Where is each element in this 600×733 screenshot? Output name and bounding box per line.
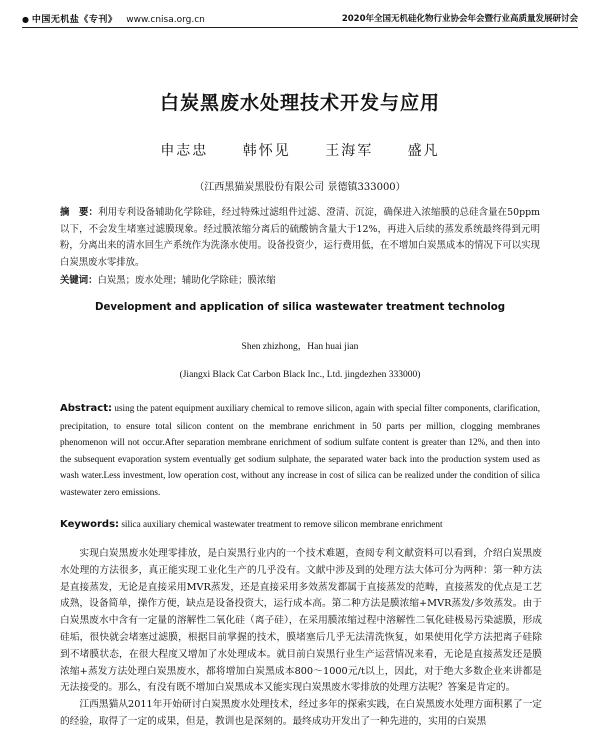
affiliation: （江西黑猫炭黑股份有限公司 景德镇333000）: [194, 182, 406, 193]
author-name: 韩怀见: [242, 143, 291, 159]
body-paragraph: 江西黑猫从2011年开始研讨白炭黑废水处理技术，经过多年的探索实践，在白炭黑废水处理方面积累了一定的经验，取得了一定的成果，但是，教训也是深刻的。最终成功开发出了一种先进的，实用的白炭黑: [60, 699, 542, 727]
magazine-name: 中国无机盐《专刊》: [31, 15, 118, 25]
author-list-en: Shen zhizhong，Han huai jian: [241, 342, 359, 352]
keywords-en-text: silica auxiliary chemical wastewater treatment to remove silicon membrane enrichment: [121, 519, 443, 529]
author-list: [0, 140, 600, 160]
keywords-cn-text: 白炭黑；废水处理；辅助化学除硅；膜浓缩: [97, 275, 276, 286]
keywords-en: [60, 519, 540, 530]
paper-title: 白炭黑废水处理技术开发与应用: [159, 92, 440, 114]
paper-title-en: Development and application of silica wastewater treatment technolog: [95, 302, 505, 313]
body-paragraph: 实现白炭黑废水处理零排放，是白炭黑行业内的一个技术难题，查阅专利文献资料可以看到，介绍白炭黑废水处理的方法很多，真正能实现工业化生产的几乎没有。文献中涉及到的处理方法大体可分为两种：第一种方法是直接蒸发，无论是直接采用MVR蒸发，还是直接采用多效蒸发都属于直接蒸发的范畴，直接蒸发的优点是工艺成熟，设备简单，操作方便，缺点是设备投资大，运行成本高。第二种方法是膜浓缩+MVR蒸发/多效蒸发。由于白炭黑废水中含有一定量的溶解性二氧化硅（离子硅），在采用膜浓缩过程中溶解性二氧化硅极易污染滤膜，形成硅垢，很快就会堵塞过滤膜，根据目前掌握的技术，膜堵塞后几乎无法清洗恢复，如果使用化学方法把离子硅除到不堵膜状态，在很大程度又增加了水处理成本。就目前白炭黑行业生产运营情况来看，无论是直接蒸发还是膜浓缩+蒸发方法处理白炭黑废水，都将增加白炭黑成本800～1000元/t以上，因此，对于绝大多数企业来讲都是无法接受的。那么，有没有既不增加白炭黑成本又能实现白炭黑废水零排放的处理方法呢？答案是肯定的。: [60, 548, 542, 694]
body-text: [60, 546, 542, 731]
author-name: 王海军: [325, 143, 374, 159]
bullet-icon: ●: [22, 15, 29, 24]
author-name: 申志忠: [160, 143, 209, 159]
header-divider: [22, 27, 578, 28]
conference-name: 2020年全国无机硅化物行业协会年会暨行业高质量发展研讨会: [341, 14, 578, 24]
keywords-cn-label: 关键词：: [60, 275, 98, 286]
keywords-en-label: Keywords:: [60, 519, 120, 530]
abstract-cn-text: 利用专利设备辅助化学除硅，经过特殊过滤组件过滤、澄清、沉淀，确保进入浓缩膜的总硅含量在50ppm以下，不会发生堵塞过滤膜现象。经过膜浓缩分离后的硫酸钠含量大于12%，再进入后续的蒸发系统最终得到元明粉，分离出来的清水回生产系统作为洗涤水使用。设备投资少，运行费用低，在不增加白炭黑成本的情况下可以实现白炭黑废水零排放。: [60, 207, 540, 268]
header-left: [22, 12, 205, 25]
page-header: [22, 10, 578, 26]
abstract-en-label: Abstract:: [60, 403, 113, 414]
keywords-cn: [60, 272, 540, 286]
abstract-cn-label: 摘 要：: [60, 207, 99, 218]
abstract-en-text: using the patent equipment auxiliary chemical to remove silicon, again with special filter components, clarification, precipitation, to ensure total silicon content on the membrane enrichment in 50 parts per million, clogging membranes phenomenon will not occur.After separation membrane enrichment of sodium sulfate content is greater than 12%, and then into the subsequent evaporation system eventually get sodium sulphate, the separated water back into the production system used as wash water.Less investment, low operation cost, without any increase in cost of silica can be realized under the condition of silica wastewater zero emissions.: [60, 403, 540, 497]
abstract-cn: [60, 205, 540, 271]
affiliation-en: (Jiangxi Black Cat Carbon Black Inc., Ltd. jingdezhen 333000): [179, 370, 421, 380]
abstract-en: [60, 400, 540, 501]
magazine-url[interactable]: www.cnisa.org.cn: [126, 15, 205, 25]
author-name: 盛凡: [407, 143, 440, 159]
